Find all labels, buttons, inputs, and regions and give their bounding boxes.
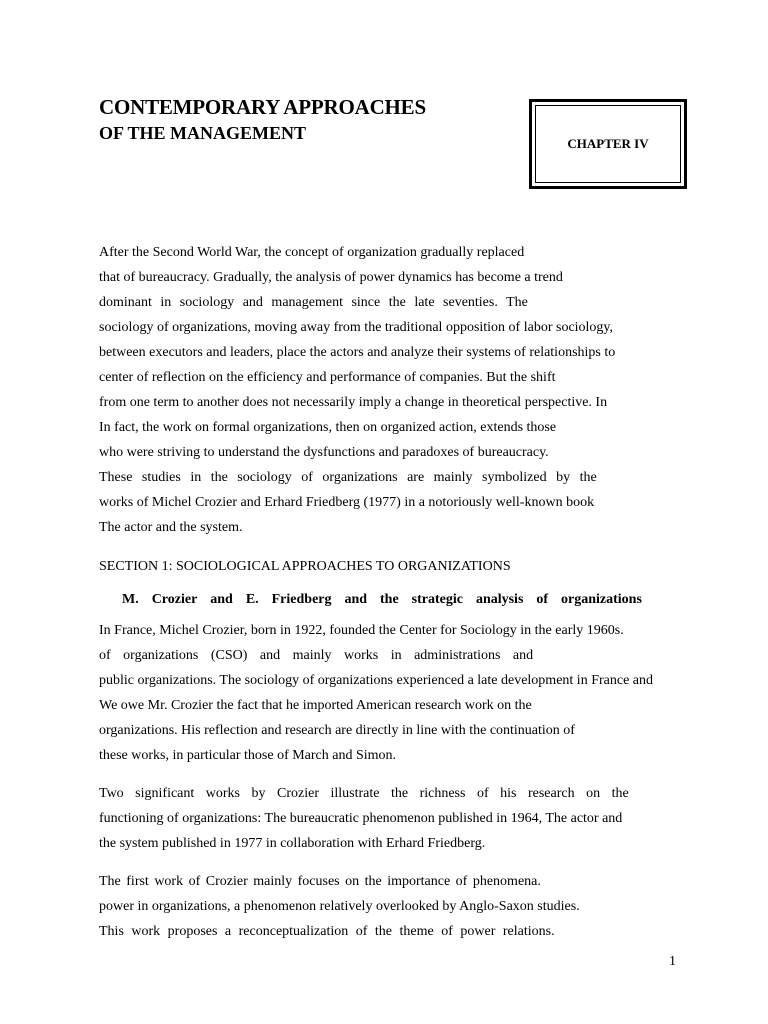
chapter-label: CHAPTER IV <box>535 105 681 183</box>
text-line: who were striving to understand the dysfunctions and paradoxes of bureaucracy. <box>99 445 549 460</box>
sub-heading-word: the <box>380 592 399 607</box>
sub-heading-word: M. <box>122 592 139 607</box>
text-line: that of bureaucracy. Gradually, the analysis of power dynamics has become a trend <box>99 270 563 285</box>
crozier-paragraph <box>99 618 653 768</box>
sub-heading-word: analysis <box>475 592 524 607</box>
works-paragraph <box>99 781 629 856</box>
chapter-box <box>529 99 687 189</box>
text-line: organizations. His reflection and research are directly in line with the continuation of <box>99 723 575 738</box>
text-line: between executors and leaders, place the actors and analyze their systems of relationships to <box>99 345 616 360</box>
sub-heading-word: and <box>344 592 368 607</box>
sub-heading-word: of <box>536 592 549 607</box>
chapter-title <box>99 94 426 146</box>
text-line: public organizations. The sociology of organizations experienced a late development in France and <box>99 673 653 688</box>
intro-paragraph <box>99 240 615 540</box>
sub-heading-word: and <box>210 592 233 607</box>
text-line: This work proposes a reconceptualization of the theme of power relations. <box>99 924 555 939</box>
text-line: dominant in sociology and management since the late seventies. The <box>99 295 528 310</box>
sub-heading-word: E. <box>245 592 259 607</box>
sub-heading <box>122 589 642 611</box>
text-line: We owe Mr. Crozier the fact that he imported American research work on the <box>99 698 532 713</box>
text-line: In fact, the work on formal organizations, then on organized action, extends those <box>99 420 557 435</box>
text-line: works of Michel Crozier and Erhard Friedberg (1977) in a notoriously well-known book <box>99 495 595 510</box>
first-work-paragraph <box>99 869 580 944</box>
page-number: 1 <box>669 954 676 969</box>
sub-heading-word: Friedberg <box>271 592 332 607</box>
text-line: the system published in 1977 in collaboration with Erhard Friedberg. <box>99 836 486 851</box>
text-line: The actor and the system. <box>99 520 243 535</box>
text-line: sociology of organizations, moving away from the traditional opposition of labor sociology, <box>99 320 614 335</box>
text-line: functioning of organizations: The bureaucratic phenomenon published in 1964, The actor and <box>99 811 623 826</box>
sub-heading-word: Crozier <box>151 592 198 607</box>
title-line-2: OF THE MANAGEMENT <box>99 123 307 143</box>
section-heading: SECTION 1: SOCIOLOGICAL APPROACHES TO ORGANIZATIONS <box>99 559 511 574</box>
text-line: from one term to another does not necessarily imply a change in theoretical perspective. In <box>99 395 608 410</box>
text-line: center of reflection on the efficiency and performance of companies. But the shift <box>99 370 556 385</box>
text-line: of organizations (CSO) and mainly works in administrations and <box>99 648 534 663</box>
text-line: power in organizations, a phenomenon relatively overlooked by Anglo-Saxon studies. <box>99 899 580 914</box>
title-line-1: CONTEMPORARY APPROACHES <box>99 95 426 119</box>
sub-heading-word: strategic <box>411 592 463 607</box>
text-line: these works, in particular those of March and Simon. <box>99 748 397 763</box>
text-line: In France, Michel Crozier, born in 1922, founded the Center for Sociology in the early 1960s. <box>99 623 624 638</box>
text-line: The first work of Crozier mainly focuses on the importance of phenomena. <box>99 874 541 889</box>
text-line: Two significant works by Crozier illustrate the richness of his research on the <box>99 786 629 801</box>
text-line: After the Second World War, the concept of organization gradually replaced <box>99 245 525 260</box>
sub-heading-word: organizations <box>561 592 642 607</box>
text-line: These studies in the sociology of organizations are mainly symbolized by the <box>99 470 597 485</box>
